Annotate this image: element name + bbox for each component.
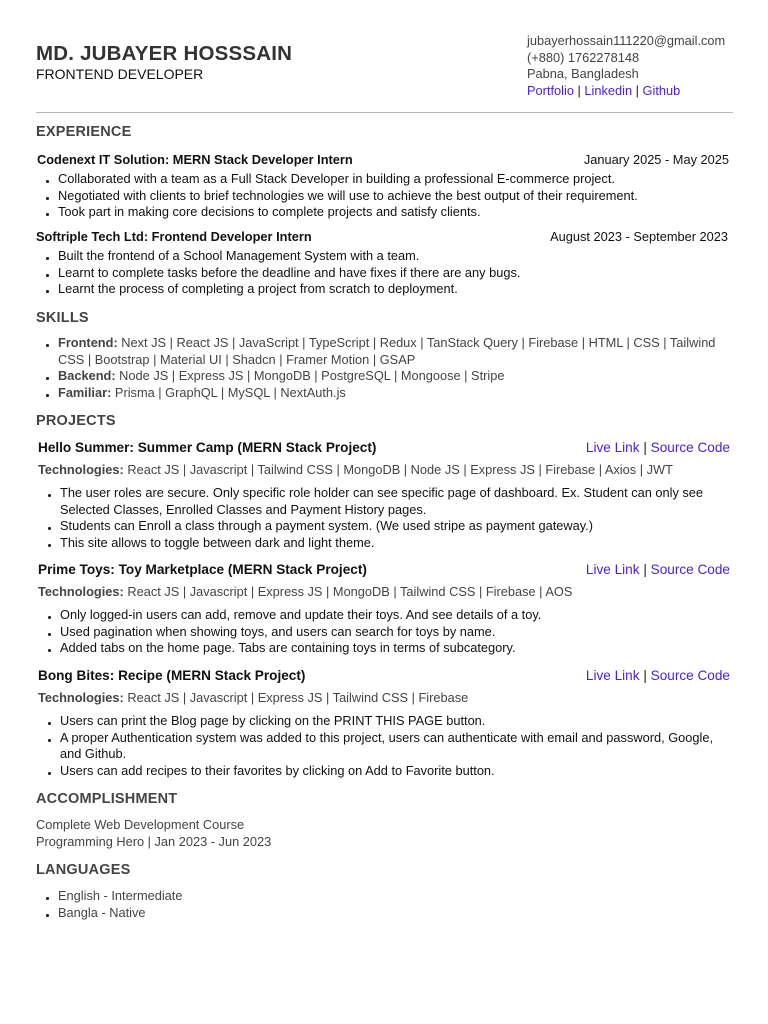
skill-label: Familiar: — [58, 385, 112, 401]
live-link[interactable]: Live Link — [585, 440, 640, 455]
github-link[interactable]: Github — [642, 83, 681, 99]
list-item: Collaborated with a team as a Full Stack Developer in building a professional E-commerce project. — [36, 171, 733, 188]
skill-values: CSS | Bootstrap | Material UI | Shadcn | Framer Motion | GSAP — [58, 351, 416, 367]
job-header — [36, 229, 733, 245]
list-item: Bangla - Native — [36, 905, 733, 922]
candidate-role: FRONTEND DEVELOPER — [36, 66, 204, 82]
list-item: Took part in making core decisions to complete projects and satisfy clients. — [36, 204, 733, 221]
skills-section — [36, 310, 733, 402]
list-item: Negotiated with clients to brief technologies we will use to achieve the best output of their requirement. — [36, 188, 733, 205]
project-bullets — [38, 607, 733, 657]
project-links — [586, 562, 730, 577]
link-separator: | — [577, 83, 581, 99]
profile-links — [527, 83, 725, 100]
header-divider — [36, 112, 733, 113]
skill-label: Frontend: — [58, 335, 118, 350]
project-entry — [36, 562, 733, 657]
link-separator: | — [643, 668, 647, 683]
project-links — [586, 440, 730, 455]
project-subtitle: Recipe (MERN Stack Project) — [118, 668, 306, 683]
job-bullets — [36, 248, 733, 298]
source-code-link[interactable]: Source Code — [650, 562, 730, 577]
skill-values: Prisma | GraphQL | MySQL | NextAuth.js — [114, 385, 346, 401]
project-name: Hello Summer: — [38, 440, 134, 455]
section-title: LANGUAGES — [36, 862, 131, 878]
project-technologies — [38, 584, 733, 599]
skill-label: Backend: — [58, 368, 116, 384]
project-bullets — [38, 485, 733, 552]
live-link[interactable]: Live Link — [585, 562, 640, 577]
project-name: Bong Bites: — [38, 668, 115, 683]
section-title: PROJECTS — [36, 413, 116, 429]
project-links — [586, 668, 730, 683]
job-entry — [36, 152, 733, 221]
list-item: Used pagination when showing toys, and users can search for toys by name. — [38, 624, 733, 641]
project-bullets — [38, 713, 733, 780]
projects-section — [36, 413, 733, 429]
project-technologies — [38, 462, 733, 477]
list-item — [36, 368, 733, 385]
project-entry — [36, 668, 733, 780]
list-item — [38, 730, 733, 763]
skill-values: Next JS | React JS | JavaScript | TypeScript | Redux | TanStack Query | Firebase | HTML | CSS | Tailwind — [121, 335, 716, 350]
project-header — [38, 562, 735, 578]
list-item: Students can Enroll a class through a payment system. (We used stripe as payment gateway.) — [38, 518, 733, 535]
section-title: ACCOMPLISHMENT — [36, 791, 178, 807]
linkedin-link[interactable]: Linkedin — [584, 83, 633, 99]
tech-label: Technologies: — [38, 690, 124, 705]
tech-label: Technologies: — [38, 462, 124, 477]
project-header — [38, 668, 735, 684]
location-text: Pabna, Bangladesh — [527, 66, 639, 82]
source-code-link[interactable]: Source Code — [650, 668, 730, 683]
list-item: Learnt to complete tasks before the deadline and have fixes if there are any bugs. — [36, 265, 733, 282]
job-dates: August 2023 - September 2023 — [550, 229, 728, 244]
list-item: English - Intermediate — [36, 888, 733, 905]
list-item: Added tabs on the home page. Tabs are containing toys in terms of subcategory. — [38, 640, 733, 657]
languages-section — [36, 862, 733, 921]
skills-list — [36, 335, 733, 402]
accomplishment-section — [36, 791, 733, 850]
list-item: This site allows to toggle between dark and light theme. — [38, 535, 733, 552]
project-technologies — [38, 690, 733, 705]
list-item — [36, 385, 733, 402]
bullet-text: and Github. — [60, 746, 127, 762]
tech-label: Technologies: — [38, 584, 124, 599]
section-title: SKILLS — [36, 310, 89, 326]
list-item: Only logged-in users can add, remove and update their toys. And see details of a toy. — [38, 607, 733, 624]
job-bullets — [36, 171, 733, 221]
bullet-text: A proper Authentication system was added to this project, users can authenticate with email and password, Google, — [60, 729, 714, 745]
source-code-link[interactable]: Source Code — [650, 440, 730, 455]
course-name: Complete Web Development Course — [36, 817, 245, 832]
contact-block — [527, 33, 725, 100]
list-item — [38, 485, 733, 518]
bullet-text: Selected Classes, Enrolled Classes and Payment History pages. — [60, 501, 427, 517]
list-item: Built the frontend of a School Management System with a team. — [36, 248, 733, 265]
skill-values: Node JS | Express JS | MongoDB | PostgreSQL | Mongoose | Stripe — [119, 368, 505, 384]
project-header — [38, 440, 735, 456]
link-separator: | — [635, 83, 639, 99]
job-position: MERN Stack Developer Intern — [172, 152, 353, 167]
course-provider: Programming Hero | Jan 2023 - Jun 2023 — [36, 833, 272, 849]
job-header — [37, 152, 734, 168]
experience-section — [36, 124, 733, 140]
project-subtitle: Summer Camp (MERN Stack Project) — [137, 440, 377, 455]
list-item — [36, 335, 733, 368]
section-title: EXPERIENCE — [36, 124, 132, 140]
portfolio-link[interactable]: Portfolio — [527, 83, 574, 99]
live-link[interactable]: Live Link — [585, 668, 640, 683]
tech-values: React JS | Javascript | Tailwind CSS | MongoDB | Node JS | Express JS | Firebase | Axios | JWT — [127, 462, 673, 477]
list-item: Learnt the process of completing a project from scratch to deployment. — [36, 281, 733, 298]
project-subtitle: Toy Marketplace (MERN Stack Project) — [118, 562, 367, 577]
job-entry — [36, 229, 733, 298]
list-item: Users can print the Blog page by clicking on the PRINT THIS PAGE button. — [38, 713, 733, 730]
job-company: Codenext IT Solution: — [37, 152, 170, 167]
link-separator: | — [643, 440, 647, 455]
email-text: jubayerhossain111220@gmail.com — [527, 33, 726, 48]
project-entry — [36, 440, 733, 552]
job-position: Frontend Developer Intern — [151, 229, 312, 244]
job-dates: January 2025 - May 2025 — [583, 152, 729, 167]
languages-list — [36, 888, 733, 921]
bullet-text: The user roles are secure. Only specific role holder can see specific page of dashboard. Ex. Student can only see — [60, 485, 704, 500]
phone-text: (+880) 1762278148 — [527, 49, 640, 65]
tech-values: React JS | Javascript | Express JS | Tailwind CSS | Firebase — [127, 690, 469, 705]
candidate-name: MD. JUBAYER HOSSSAIN — [36, 42, 293, 65]
project-name: Prime Toys: — [38, 562, 115, 577]
list-item: Users can add recipes to their favorites by clicking on Add to Favorite button. — [38, 763, 733, 780]
link-separator: | — [643, 562, 647, 577]
job-company: Softriple Tech Ltd: — [36, 229, 149, 244]
tech-values: React JS | Javascript | Express JS | MongoDB | Tailwind CSS | Firebase | AOS — [127, 584, 573, 599]
